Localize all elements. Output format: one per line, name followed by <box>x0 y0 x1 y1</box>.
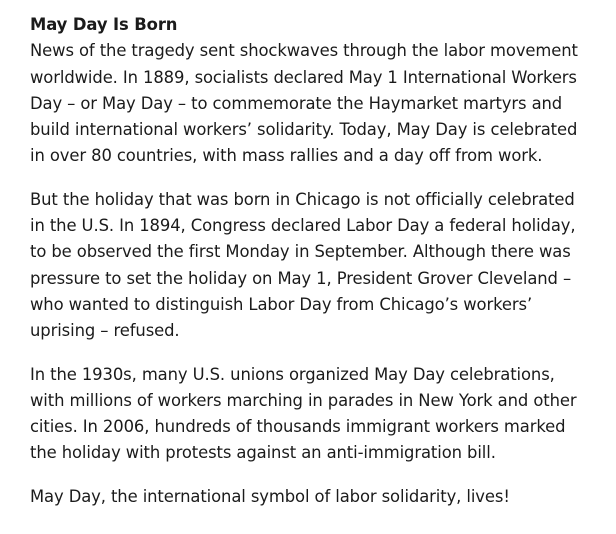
section-heading: May Day Is Born <box>30 15 178 34</box>
paragraph-us-celebrations: In the 1930s, many U.S. unions organized May Day celebrations, with millions of workers marching in parades in New York and other cities. In 2006, hundreds of thousands immigrant workers marked the holiday with protests against an anti-immigration bill. <box>30 364 577 463</box>
article <box>30 12 590 527</box>
paragraph-closing: May Day, the international symbol of labor solidarity, lives! <box>30 486 510 506</box>
paragraph-labor-day: But the holiday that was born in Chicago is not officially celebrated in the U.S. In 1894, Congress declared Labor Day a federal holiday, to be observed the first Monday in September. Although there was pressure to set the holiday on May 1, President Grover Cleveland – who wanted to distinguish Labor Day from Chicago’s workers’ uprising – refused. <box>30 189 576 341</box>
paragraph-may-day-origin: News of the tragedy sent shockwaves through the labor movement worldwide. In 1889, socialists declared May 1 International Workers Day – or May Day – to commemorate the Haymarket martyrs and build international workers’ solidarity. Today, May Day is celebrated in over 80 countries, with mass rallies and a day off from work. <box>30 41 578 166</box>
